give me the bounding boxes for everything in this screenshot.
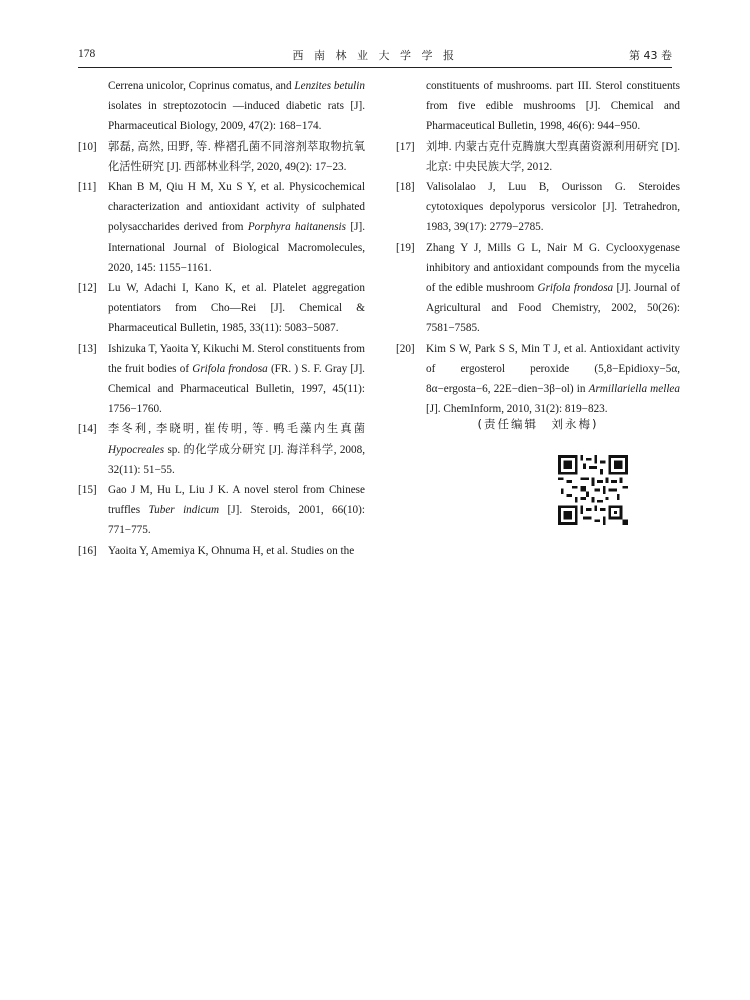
qr-code-icon (558, 455, 628, 525)
reference-number: [20] (396, 342, 415, 355)
reference-text: Zhang Y J, Mills G L, Nair M G. Cyclooxygenase inhibitory and antioxidant compounds from the mycelia of the edible mushroom Grifola frondosa [J]. Journal of Agricultural and Food Chemistry, 2002, 50(26): 7581−7585. (426, 241, 680, 335)
right-column (396, 76, 680, 419)
reference-text: Kim S W, Park S S, Min T J, et al. Antioxidant activity of ergosterol peroxide (5,8−Epidioxy−5α, 8α−ergosta−6, 22E−dien−3β−ol) in Armillariella mellea [J]. ChemInform, 2010, 31(2): 819−823. (426, 342, 680, 416)
volume-label: 第 43 卷 (629, 49, 672, 62)
reference-entry (78, 419, 365, 480)
reference-entry (396, 177, 680, 238)
reference-number: [10] (78, 140, 97, 153)
reference-entry (78, 177, 365, 278)
reference-continuation: Cerrena unicolor, Coprinus comatus, and Lenzites betulin isolates in streptozotocin —induced diabetic rats [J]. Pharmaceutical Biology, 2009, 47(2): 168−174. (108, 80, 365, 133)
reference-text: Khan B M, Qiu H M, Xu S Y, et al. Physicochemical characterization and antioxidant activity of sulphated polysaccharides derived from Porphyra haitanensis [J]. International Journal of Biological Macromolecules, 2020, 145: 1155−1161. (108, 181, 365, 274)
reference-number: [12] (78, 282, 97, 295)
header-rule (78, 67, 672, 68)
reference-entry (78, 480, 365, 541)
reference-number: [11] (78, 181, 97, 194)
reference-text: 刘坤. 内蒙古克什克腾旗大型真菌资源利用研究 [D]. 北京: 中央民族大学, 2012. (426, 140, 680, 173)
left-column (78, 76, 365, 561)
reference-number: [16] (78, 544, 97, 557)
reference-entry (78, 541, 365, 561)
reference-number: [13] (78, 342, 97, 355)
reference-text: 郭磊, 高然, 田野, 等. 桦褶孔菌不同溶剂萃取物抗氧化活性研究 [J]. 西部林业科学, 2020, 49(2): 17−23. (108, 140, 365, 173)
reference-entry (396, 238, 680, 339)
reference-entry (396, 339, 680, 420)
journal-title: 西 南 林 业 大 学 学 报 (292, 49, 458, 62)
reference-text: Valisolalao J, Luu B, Ourisson G. Steroides cytotoxiques depolyporus versicolor [J]. Tetrahedron, 1983, 39(17): 2779−2785. (426, 181, 680, 234)
reference-entry (78, 278, 365, 339)
page-header (78, 44, 672, 64)
reference-number: [18] (396, 181, 415, 194)
editor-note: (责任编辑 刘永梅) (477, 417, 599, 431)
reference-entry (396, 137, 680, 177)
reference-text: Ishizuka T, Yaoita Y, Kikuchi M. Sterol constituents from the fruit bodies of Grifola frondosa (FR. ) S. F. Gray [J]. Chemical and Pharmaceutical Bulletin, 1997, 45(11): 1756−1760. (108, 342, 365, 416)
reference-number: [15] (78, 484, 97, 497)
reference-entry (78, 137, 365, 177)
reference-text: Lu W, Adachi I, Kano K, et al. Platelet aggregation potentiators from Cho—Rei [J]. Chemical & Pharmaceutical Bulletin, 1985, 33(11): 5083−5087. (108, 282, 365, 335)
reference-list-right (396, 137, 680, 420)
reference-continuation: constituents of mushrooms. part III. Sterol constituents from five edible mushrooms [J]. Chemical and Pharmaceutical Bulletin, 1998, 46(6): 944−950. (426, 80, 680, 133)
reference-text: Gao J M, Hu L, Liu J K. A novel sterol from Chinese truffles Tuber indicum [J]. Steroids, 2001, 66(10): 771−775. (108, 484, 365, 537)
reference-list-left (78, 137, 365, 561)
reference-number: [17] (396, 140, 415, 153)
reference-number: [19] (396, 241, 415, 254)
reference-number: [14] (78, 423, 97, 436)
page-number: 178 (78, 48, 96, 60)
reference-text: Yaoita Y, Amemiya K, Ohnuma H, et al. Studies on the (108, 544, 355, 557)
reference-entry (78, 339, 365, 420)
reference-text: 李冬利, 李晓明, 崔传明, 等. 鸭毛藻内生真菌 Hypocreales sp. 的化学成分研究 [J]. 海洋科学, 2008, 32(11): 51−55. (108, 423, 365, 476)
